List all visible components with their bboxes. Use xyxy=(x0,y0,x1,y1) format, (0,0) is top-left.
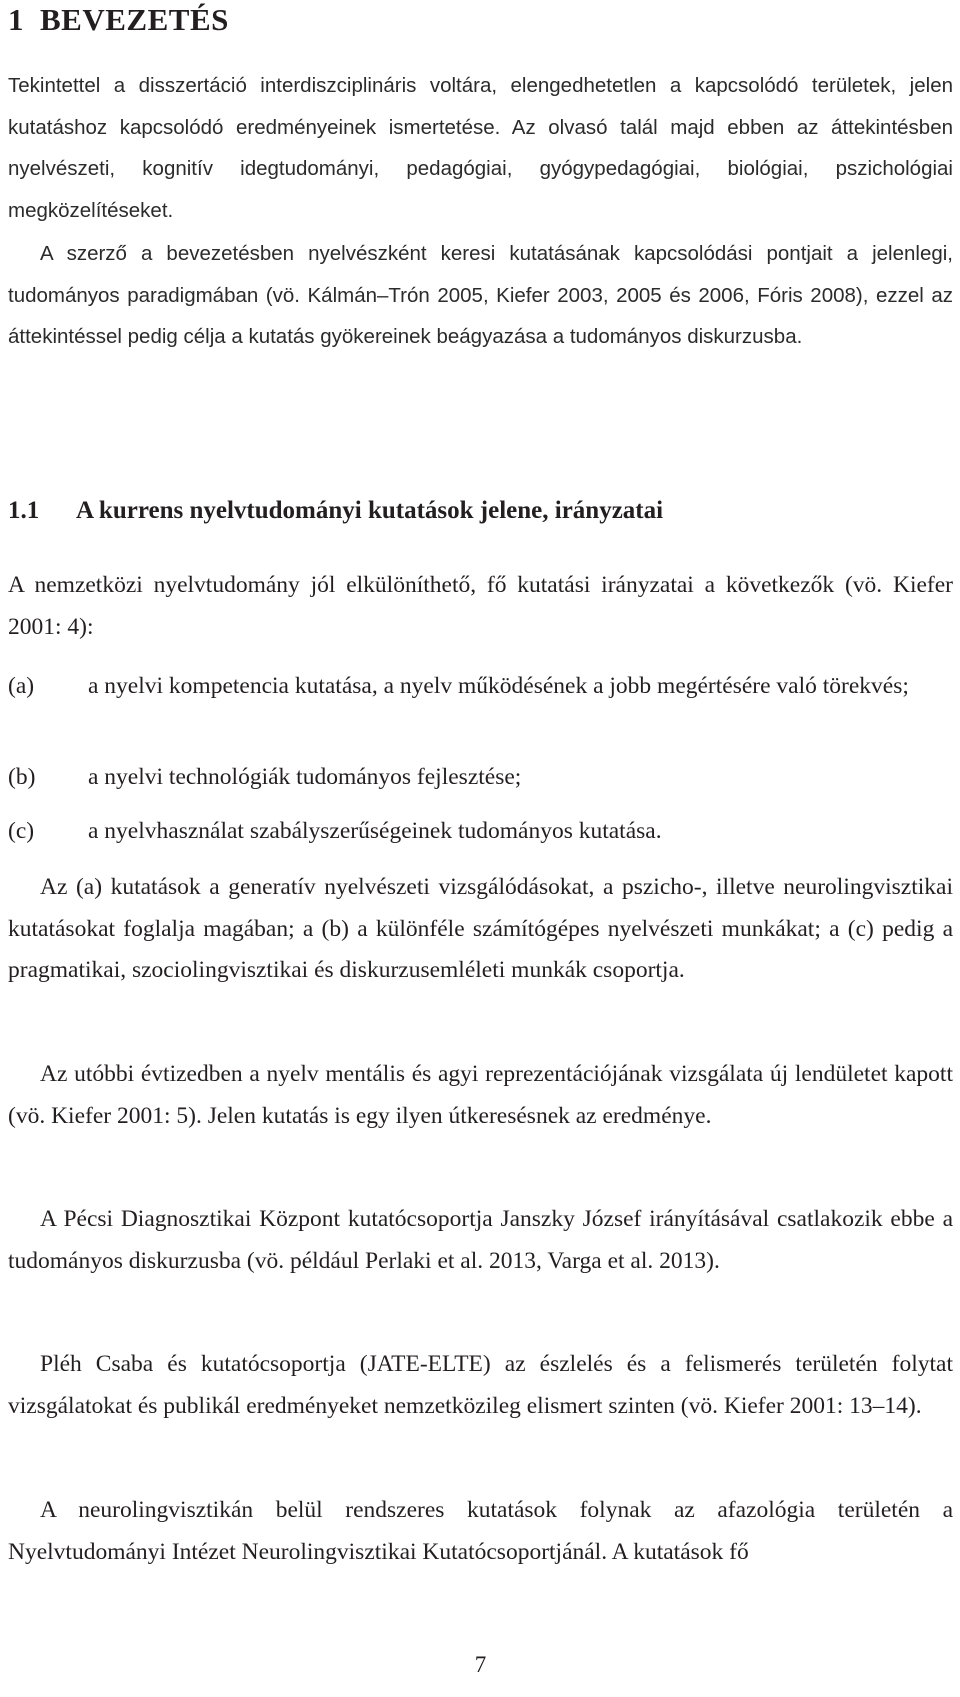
document-page xyxy=(8,0,953,1697)
list-text: a nyelvi technológiák tudományos fejlesztése; xyxy=(88,764,522,790)
list-marker: (c) xyxy=(8,818,35,844)
list-item-a xyxy=(8,665,953,749)
list-item-c xyxy=(8,810,953,852)
page-number: 7 xyxy=(474,1652,487,1677)
list-text: a nyelvhasználat szabályszerűségeinek tudományos kutatása. xyxy=(88,818,662,844)
body-paragraph-2: Az utóbbi évtizedben a nyelv mentális és agyi reprezentációjának vizsgálata új lendületet kapott (vö. Kiefer 2001: 5). Jelen kutatás is egy ilyen útkeresésnek az eredménye. xyxy=(8,1061,953,1129)
chapter-number: 1 xyxy=(8,2,24,37)
section-heading xyxy=(8,497,663,525)
chapter-title: BEVEZETÉS xyxy=(40,2,229,37)
list-text: a nyelvi kompetencia kutatása, a nyelv működésének a jobb megértésére való törekvés; xyxy=(88,673,909,699)
section-title: A kurrens nyelvtudományi kutatások jelene, irányzatai xyxy=(76,497,664,524)
body-paragraph-4: Pléh Csaba és kutatócsoportja (JATE-ELTE) az észlelés és a felismerés területén folytat vizsgálatokat és publikál eredményeket nemzetközileg elismert szinten (vö. Kiefer 2001: 13–14). xyxy=(8,1351,953,1419)
body-paragraph-1: Az (a) kutatások a generatív nyelvészeti vizsgálódásokat, a pszicho-, illetve neurolingvisztikai kutatásokat foglalja magában; a (b) a különféle számítógépes nyelvészeti munkákat; a (c) pedig a pragmatikai, szociolingvisztikai és diskurzusemléleti munkák csoportja. xyxy=(8,874,953,983)
list-item-b xyxy=(8,756,953,798)
body-paragraph-3: A Pécsi Diagnosztikai Központ kutatócsoportja Janszky József irányításával csatlakozik ebbe a tudományos diskurzusba (vö. például Perlaki et al. 2013, Varga et al. 2013). xyxy=(8,1206,953,1274)
intro-paragraph-1: Tekintettel a disszertáció interdiszciplináris voltára, elengedhetetlen a kapcsolódó területek, jelen kutatáshoz kapcsolódó eredményeinek ismertetése. Az olvasó talál majd ebben az áttekintésben nyelvészeti, kognitív idegtudományi, pedagógiai, gyógypedagógiai, biológiai, pszichológiai megközelítéseket. xyxy=(8,74,953,222)
body-paragraph-5: A neurolingvisztikán belül rendszeres kutatások folynak az afazológia területén a Nyelvtudományi Intézet Neurolingvisztikai Kutatócsoportjánál. A kutatások fő xyxy=(8,1497,953,1565)
chapter-heading xyxy=(8,2,229,38)
list-marker: (b) xyxy=(8,764,36,790)
section-number: 1.1 xyxy=(8,497,40,524)
section-intro-paragraph: A nemzetközi nyelvtudomány jól elkülöníthető, fő kutatási irányzatai a következők (vö. Kiefer 2001: 4): xyxy=(8,572,953,640)
intro-paragraph-2: A szerző a bevezetésben nyelvészként keresi kutatásának kapcsolódási pontjait a jelenlegi, tudományos paradigmában (vö. Kálmán–Trón 2005, Kiefer 2003, 2005 és 2006, Fóris 2008), ezzel az áttekintéssel pedig célja a kutatás gyökereinek beágyazása a tudományos diskurzusba. xyxy=(8,242,953,348)
list-marker: (a) xyxy=(8,673,35,699)
